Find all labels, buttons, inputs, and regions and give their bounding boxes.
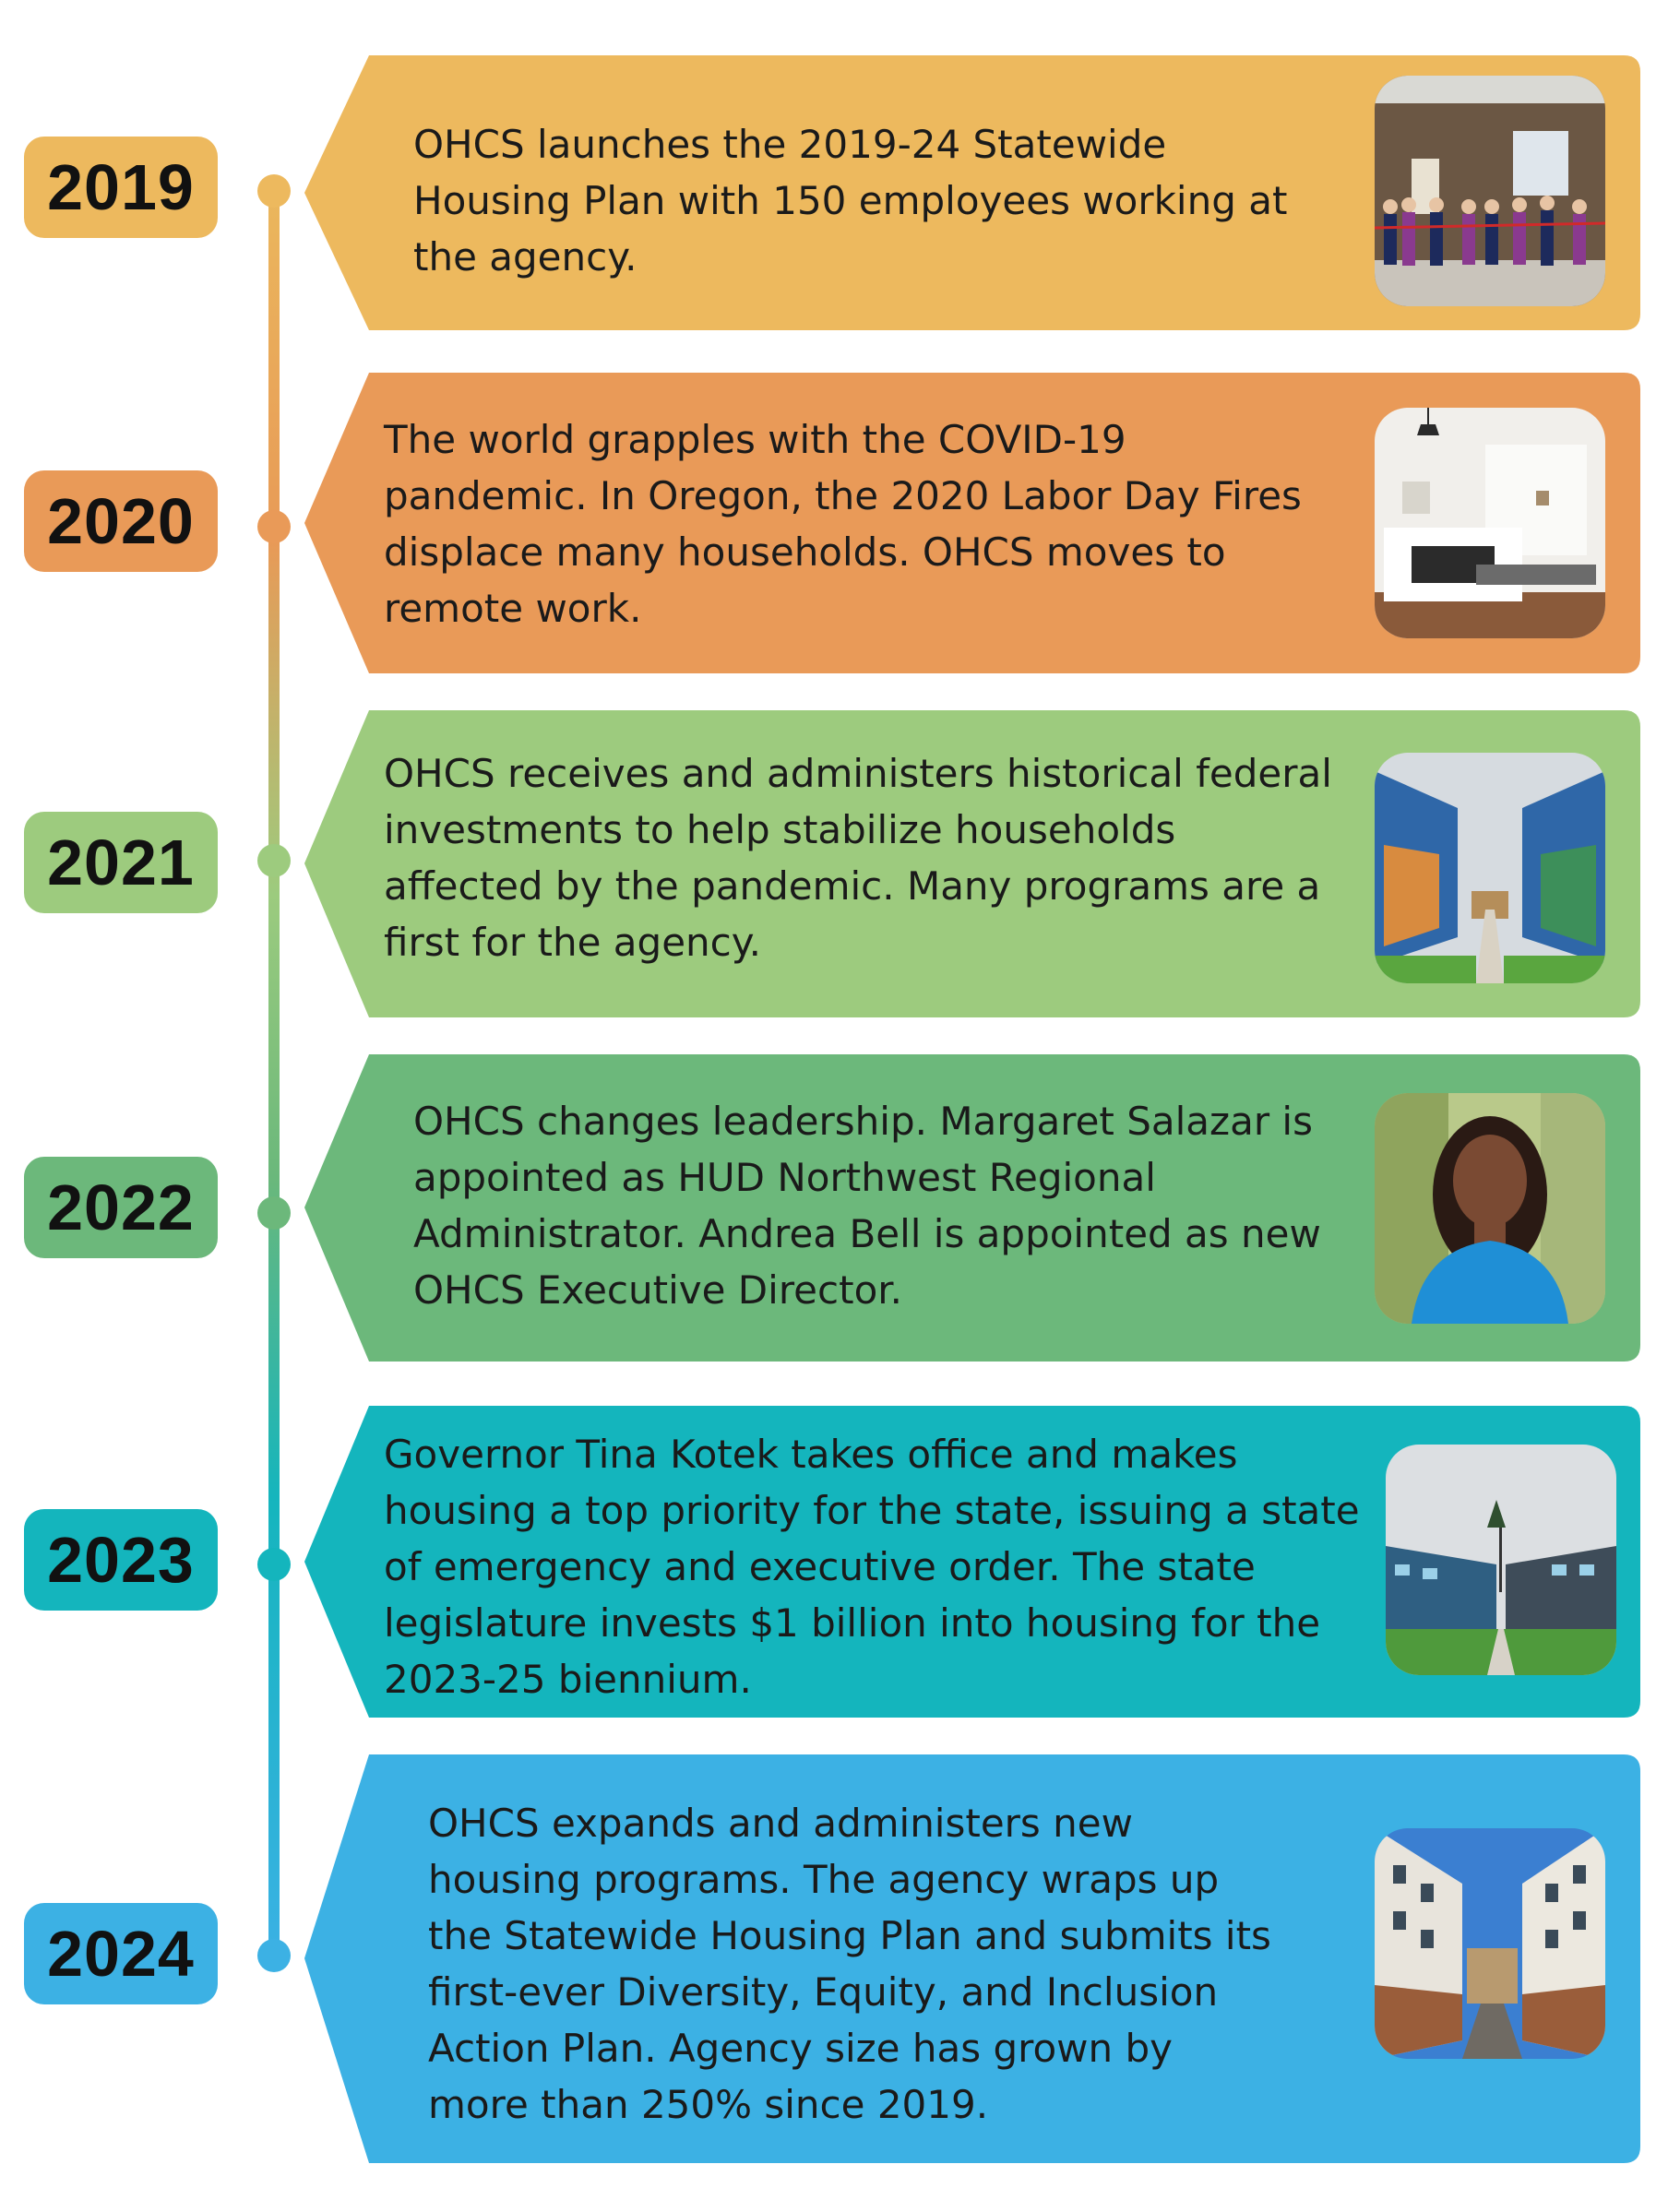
timeline-dot-2019 <box>257 174 291 208</box>
timeline-card-2019 <box>304 55 1640 330</box>
ribbon-cutting-photo <box>1375 76 1605 306</box>
year-badge-2024: 2024 <box>24 1903 218 2004</box>
card-text: OHCS expands and administers new housing programs. The agency wraps up the Statewide Housing Plan and submits its first-ever Diversity, Equity, and Inclusion Action Plan. Agency size has grown by more than 250% since 2019. <box>428 1801 1271 2127</box>
bedroom-photo <box>1375 408 1605 638</box>
year-badge-2023: 2023 <box>24 1509 218 1611</box>
timeline-card-2022 <box>304 1054 1640 1362</box>
year-badge-2019: 2019 <box>24 137 218 238</box>
mural-courtyard-photo <box>1375 753 1605 983</box>
card-text: OHCS receives and administers historical federal investments to help stabilize households affected by the pandemic. Many programs are a first for the agency. <box>384 751 1332 965</box>
year-badge-2020: 2020 <box>24 470 218 572</box>
timeline-card-2024 <box>304 1754 1640 2163</box>
timeline-dot-2022 <box>257 1196 291 1230</box>
timeline-card-2023 <box>304 1406 1640 1718</box>
portrait-photo <box>1375 1093 1605 1324</box>
apartment-courtyard-photo <box>1386 1445 1616 1675</box>
timeline-dot-2020 <box>257 510 291 543</box>
timeline-line <box>268 189 280 1956</box>
brick-alley-photo <box>1375 1828 1605 2059</box>
timeline-dot-2021 <box>257 844 291 877</box>
timeline-card-2021 <box>304 710 1640 1017</box>
card-text: OHCS launches the 2019-24 Statewide Housing Plan with 150 employees working at the agency. <box>413 122 1288 279</box>
timeline-dot-2023 <box>257 1548 291 1581</box>
timeline-dot-2024 <box>257 1939 291 1972</box>
timeline-card-2020 <box>304 373 1640 673</box>
card-text: OHCS changes leadership. Margaret Salazar is appointed as HUD Northwest Regional Administrator. Andrea Bell is appointed as new OHCS Executive Director. <box>413 1099 1321 1313</box>
card-text: Governor Tina Kotek takes office and makes housing a top priority for the state, issuing a state of emergency and executive order. The state legislature invests $1 billion into housing for the 2023-25 biennium. <box>384 1432 1360 1702</box>
year-badge-2021: 2021 <box>24 812 218 913</box>
card-text: The world grapples with the COVID-19 pandemic. In Oregon, the 2020 Labor Day Fires displace many households. OHCS moves to remote work. <box>384 417 1302 631</box>
year-badge-2022: 2022 <box>24 1157 218 1258</box>
